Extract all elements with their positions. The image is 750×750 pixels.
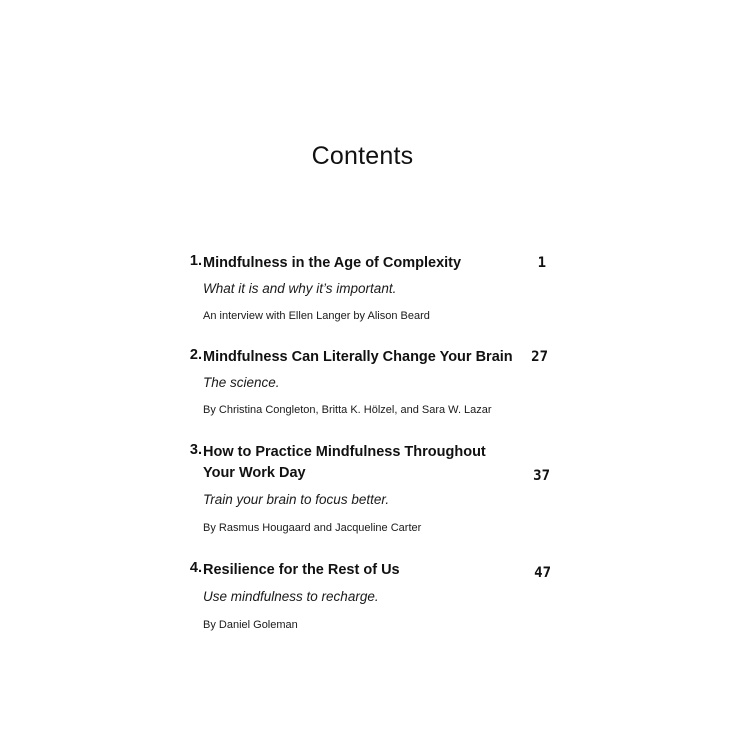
chapter-number: 3. (189, 442, 202, 458)
chapter-author: An interview with Ellen Langer by Alison Beard (203, 310, 430, 322)
page-number: 37 (533, 468, 550, 484)
chapter-number: 1. (189, 253, 202, 269)
chapter-subtitle: The science. (203, 375, 280, 390)
chapter-author: By Daniel Goleman (203, 619, 298, 631)
chapter-subtitle: Train your brain to focus better. (203, 492, 390, 507)
chapter-title: Resilience for the Rest of Us (203, 562, 400, 578)
chapter-author: By Rasmus Hougaard and Jacqueline Carter (203, 522, 422, 534)
chapter-subtitle: Use mindfulness to recharge. (203, 589, 379, 604)
chapter-title: How to Practice Mindfulness Throughout Your Work Day (203, 444, 486, 481)
chapter-title: Mindfulness in the Age of Complexity (203, 255, 462, 271)
page-number: 27 (531, 349, 548, 365)
chapter-number: 2. (189, 347, 202, 363)
chapter-number: 4. (189, 560, 202, 576)
page-number: 47 (534, 565, 551, 581)
page-title: Contents (311, 142, 414, 170)
page-number: 1 (537, 255, 546, 271)
chapter-author: By Christina Congleton, Britta K. Hölzel, and Sara W. Lazar (203, 404, 492, 416)
chapter-subtitle: What it is and why it’s important. (203, 281, 397, 296)
chapter-title: Mindfulness Can Literally Change Your Brain (203, 349, 513, 365)
